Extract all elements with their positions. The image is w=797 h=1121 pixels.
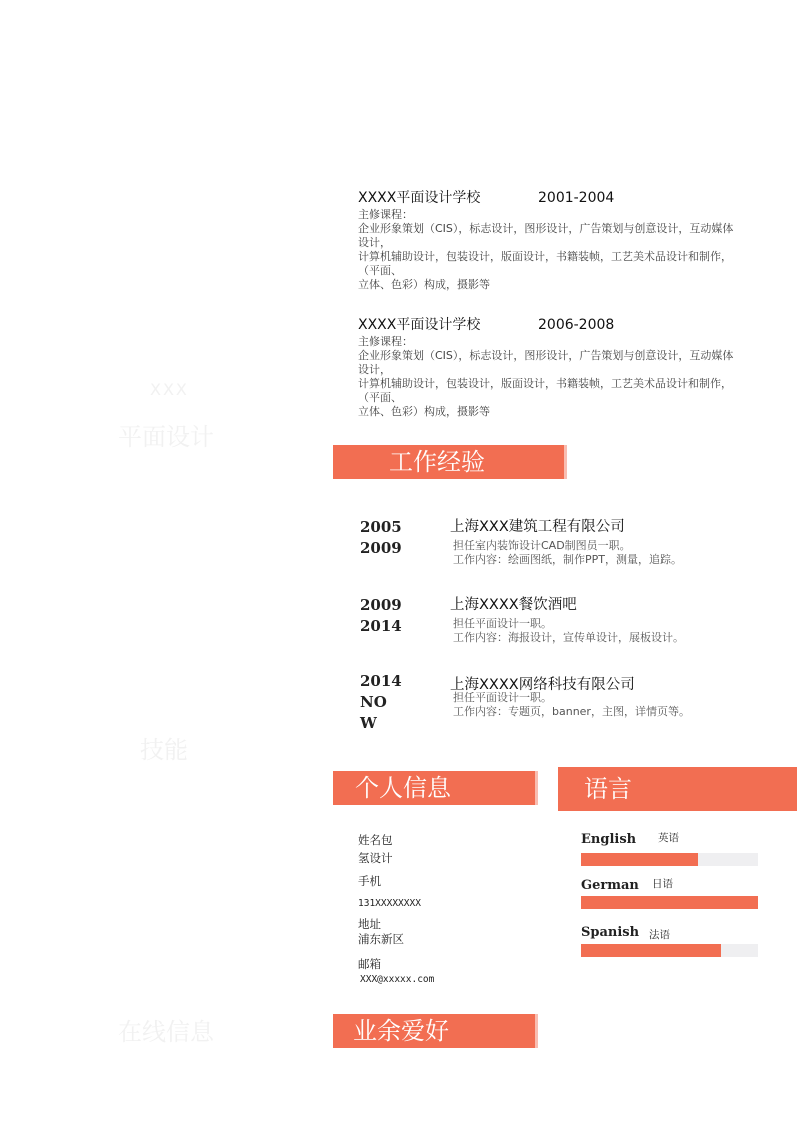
language-level-track xyxy=(581,944,758,957)
language-level-fill xyxy=(581,944,721,957)
sidebar-skills-heading: 技能 xyxy=(140,736,188,764)
language-name: Spanish xyxy=(581,925,640,940)
personal-address-label: 地址 xyxy=(358,917,381,931)
personal-info-heading xyxy=(333,771,538,805)
work-experience-heading-text: 工作经验 xyxy=(389,448,485,476)
sidebar-name: XXX xyxy=(150,380,189,399)
work-experience-heading xyxy=(333,445,567,479)
education-years: 2001-2004 xyxy=(538,190,615,206)
education-course-line: 企业形象策划（CIS），标志设计，图形设计，广告策划与创意设计，互动媒体设计， xyxy=(358,349,734,376)
job-company: 上海XXXX网络科技有限公司 xyxy=(450,677,635,693)
job-date-line: NO xyxy=(360,693,387,711)
job-description-line: 担任平面设计一职。 xyxy=(453,691,552,704)
heading-divider xyxy=(564,445,567,479)
personal-name-value: 氢设计 xyxy=(358,851,393,865)
job-date-line: W xyxy=(360,714,377,732)
education-course-line: 立体、色彩）构成，摄影等 xyxy=(358,278,490,291)
hobbies-heading-text: 业余爱好 xyxy=(353,1017,449,1045)
language-name-cn: 法语 xyxy=(649,929,670,941)
language-level-track xyxy=(581,853,758,866)
job-description xyxy=(453,617,684,645)
job-date-line: 2014 xyxy=(360,672,402,690)
language-name: German xyxy=(581,878,639,893)
education-course-line: 立体、色彩）构成，摄影等 xyxy=(358,405,490,418)
job-dates xyxy=(360,595,420,637)
job-description-line: 担任室内装饰设计CAD制图员一职。 xyxy=(453,539,631,552)
education-course-label: 主修课程： xyxy=(358,208,413,221)
job-company: 上海XXX建筑工程有限公司 xyxy=(450,519,625,535)
education-school: XXXX平面设计学校 xyxy=(358,317,481,333)
sidebar-role: 平面设计 xyxy=(118,423,214,451)
job-description-line: 工作内容：专题页，banner，主图，详情页等。 xyxy=(453,705,690,718)
personal-address-value: 浦东新区 xyxy=(358,932,404,946)
job-description-line: 工作内容：海报设计，宣传单设计，展板设计。 xyxy=(453,631,684,644)
education-course-line: 计算机辅助设计，包装设计，版面设计，书籍装帧，工艺美术品设计和制作，（平面、 xyxy=(358,377,732,404)
job-date-line: 2009 xyxy=(360,596,402,614)
heading-divider xyxy=(535,771,538,805)
education-course-line: 计算机辅助设计，包装设计，版面设计，书籍装帧，工艺美术品设计和制作，（平面、 xyxy=(358,250,732,277)
education-entry xyxy=(358,189,743,292)
language-name: English xyxy=(581,832,637,847)
phone-number: 131XXXXXXXX xyxy=(358,898,421,909)
language-name-cn: 英语 xyxy=(658,832,679,844)
languages-heading xyxy=(558,767,797,811)
email-address: XXX@xxxxx.com xyxy=(360,974,435,985)
job-description xyxy=(453,539,682,567)
job-date-line: 2009 xyxy=(360,539,402,557)
personal-email-value xyxy=(360,971,434,987)
hobbies-heading xyxy=(333,1014,538,1048)
language-level-track xyxy=(581,896,758,909)
sidebar-online-heading: 在线信息 xyxy=(118,1018,214,1046)
education-course-line: 企业形象策划（CIS），标志设计，图形设计，广告策划与创意设计，互动媒体设计， xyxy=(358,222,734,249)
job-description-line: 担任平面设计一职。 xyxy=(453,617,552,630)
job-date-line: 2005 xyxy=(360,518,402,536)
job-company: 上海XXXX餐饮酒吧 xyxy=(450,597,577,613)
personal-email-label: 邮箱 xyxy=(358,957,381,971)
personal-phone-label: 手机 xyxy=(358,874,381,888)
education-school: XXXX平面设计学校 xyxy=(358,190,481,206)
language-name-cn: 日语 xyxy=(652,878,673,890)
education-entry xyxy=(358,316,743,419)
personal-phone-value xyxy=(358,895,421,911)
language-level-fill xyxy=(581,896,758,909)
personal-name-label: 姓名包 xyxy=(358,833,393,847)
education-years: 2006-2008 xyxy=(538,317,615,333)
personal-info-heading-text: 个人信息 xyxy=(355,774,451,802)
education-course-label: 主修课程： xyxy=(358,335,413,348)
job-date-line: 2014 xyxy=(360,617,402,635)
job-dates xyxy=(360,671,420,734)
job-description xyxy=(453,691,690,719)
languages-heading-text: 语言 xyxy=(584,775,632,803)
language-level-fill xyxy=(581,853,698,866)
job-dates xyxy=(360,517,420,559)
heading-divider xyxy=(535,1014,538,1048)
job-description-line: 工作内容：绘画图纸，制作PPT，测量，追踪。 xyxy=(453,553,682,566)
